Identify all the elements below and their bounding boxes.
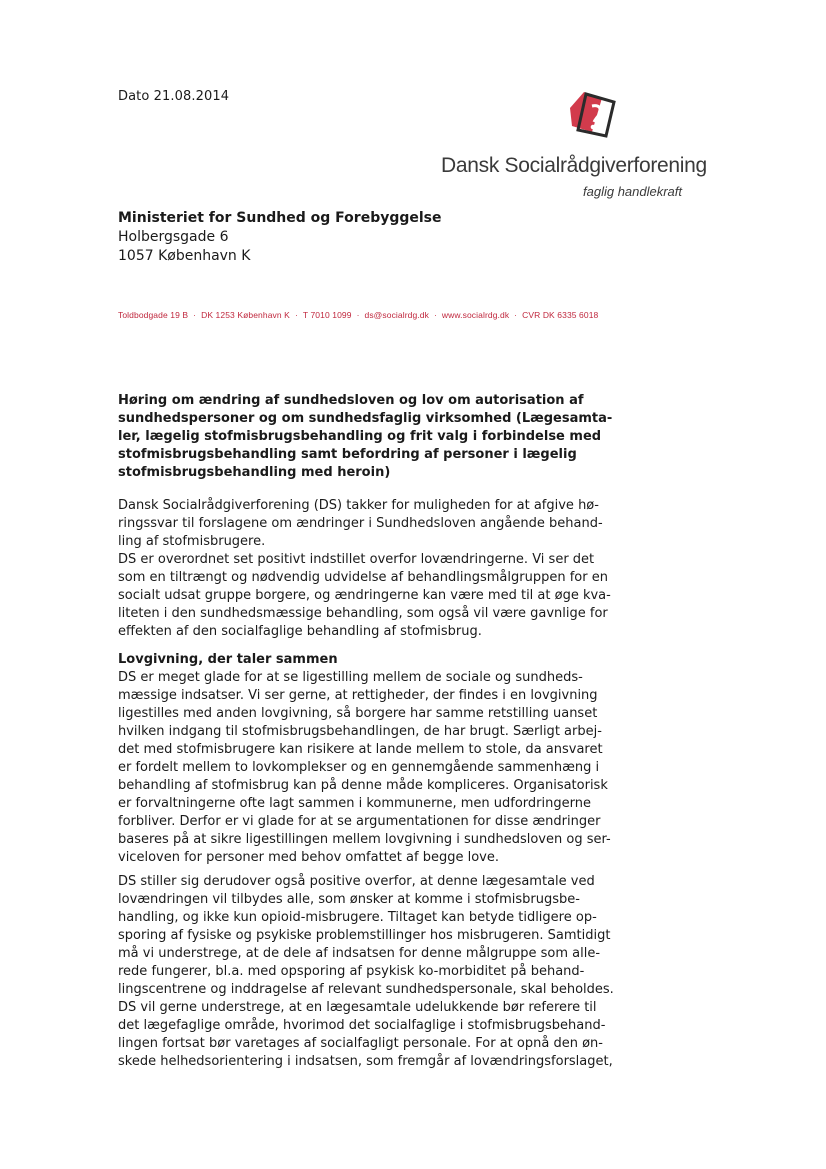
text-line: DS vil gerne understrege, at en lægesamtale udelukkende bør referere til bbox=[118, 1000, 597, 1015]
text-line: er fordelt mellem to lovkomplekser og en gennemgående sammenhæng i bbox=[118, 760, 600, 775]
text-line: det med stofmisbrugere kan risikere at lande mellem to stole, da ansvaret bbox=[118, 742, 603, 757]
text-line: socialt udsat gruppe borgere, og ændringerne kan være med til at øge kva- bbox=[118, 588, 611, 603]
recipient-address bbox=[118, 209, 442, 266]
organization-logo-icon bbox=[562, 86, 622, 142]
text-line: lingen fortsat bør varetages af socialfagligt personale. For at opnå den øn- bbox=[118, 1036, 603, 1051]
text-line: DS er overordnet set positivt indstillet overfor lovændringerne. Vi ser det bbox=[118, 552, 595, 567]
intro-paragraph bbox=[118, 497, 618, 641]
text-line: ligestilles med anden lovgivning, så borgere har samme retstilling uanset bbox=[118, 706, 598, 721]
contact-phone: T 7010 1099 bbox=[302, 310, 352, 320]
section-heading: Lovgivning, der taler sammen bbox=[118, 652, 338, 667]
text-line: handling, og ikke kun opioid-misbrugere. Tiltaget kan betyde tidligere op- bbox=[118, 910, 597, 925]
text-line: effekten af den socialfaglige behandling af stofmisbrug. bbox=[118, 624, 482, 639]
recipient-street: Holbergsgade 6 bbox=[118, 229, 229, 245]
subject-line: stofmisbrugsbehandling med heroin) bbox=[118, 465, 391, 480]
text-line: skede helhedsorientering i indsatsen, som fremgår af lovændringsforslaget, bbox=[118, 1054, 613, 1069]
text-line: DS stiller sig derudover også positive overfor, at denne lægesamtale ved bbox=[118, 874, 595, 889]
letter-subject bbox=[118, 392, 618, 482]
subject-line: stofmisbrugsbehandling samt befordring af personer i lægelig bbox=[118, 447, 577, 462]
subject-line: ler, lægelig stofmisbrugsbehandling og frit valg i forbindelse med bbox=[118, 429, 602, 444]
organization-tagline: faglig handlekraft bbox=[583, 184, 683, 199]
legislation-section bbox=[118, 651, 618, 867]
text-line: forbliver. Derfor er vi glade for at se argumentationen for disse ændringer bbox=[118, 814, 601, 829]
text-line: lingscentrene og inddragelse af relevant sundhedspersonale, skal beholdes. bbox=[118, 982, 614, 997]
final-paragraph bbox=[118, 873, 618, 1071]
text-line: lovændringen vil tilbydes alle, som ønsker at komme i stofmisbrugsbe- bbox=[118, 892, 580, 907]
text-line: DS er meget glade for at se ligestilling mellem de sociale og sundheds- bbox=[118, 670, 583, 685]
organization-name: Dansk Socialrådgiverforening bbox=[441, 154, 707, 177]
contact-email[interactable]: ds@socialrdg.dk bbox=[364, 310, 429, 320]
text-line: som en tiltrængt og nødvendig udvidelse af behandlingsmålgruppen for en bbox=[118, 570, 608, 585]
recipient-city: 1057 København K bbox=[118, 248, 251, 264]
recipient-name: Ministeriet for Sundhed og Forebyggelse bbox=[118, 210, 442, 226]
text-line: ringssvar til forslagene om ændringer i Sundhedsloven angående behand- bbox=[118, 516, 603, 531]
text-line: ling af stofmisbrugere. bbox=[118, 534, 266, 549]
text-line: sporing af fysiske og psykiske problemstillinger hos misbrugeren. Samtidigt bbox=[118, 928, 611, 943]
contact-information: Toldbodgade 19 B · DK 1253 København K · T 7010 1099 · ds@socialrdg.dk · www.socialrdg.dk · CVR DK 6335 6018 bbox=[118, 310, 599, 320]
text-line: er forvaltningerne ofte lagt sammen i kommunerne, men udfordringerne bbox=[118, 796, 591, 811]
text-line: liteten i den sundhedsmæssige behandling, som også vil være gavnlige for bbox=[118, 606, 608, 621]
text-line: behandling af stofmisbrug kan på denne måde kompliceres. Organisatorisk bbox=[118, 778, 608, 793]
text-line: mæssige indsatser. Vi ser gerne, at rettigheder, der findes i en lovgivning bbox=[118, 688, 598, 703]
text-line: det lægefaglige område, hvorimod det socialfaglige i stofmisbrugsbehand- bbox=[118, 1018, 606, 1033]
text-line: viceloven for personer med behov omfattet af begge love. bbox=[118, 850, 499, 865]
contact-cvr: CVR DK 6335 6018 bbox=[522, 310, 599, 320]
text-line: rede fungerer, bl.a. med opsporing af psykisk ko-morbiditet på behand- bbox=[118, 964, 585, 979]
contact-web[interactable]: www.socialrdg.dk bbox=[441, 310, 510, 320]
subject-line: sundhedspersoner og om sundhedsfaglig virksomhed (Lægesamta- bbox=[118, 411, 613, 426]
letter-date: Dato 21.08.2014 bbox=[118, 89, 230, 104]
text-line: Dansk Socialrådgiverforening (DS) takker for muligheden for at afgive hø- bbox=[118, 498, 599, 513]
subject-line: Høring om ændring af sundhedsloven og lov om autorisation af bbox=[118, 393, 584, 408]
text-line: må vi understrege, at de dele af indsatsen for denne målgruppe som alle- bbox=[118, 946, 601, 961]
text-line: baseres på at sikre ligestillingen mellem lovgivning i sundhedsloven og ser- bbox=[118, 832, 611, 847]
text-line: hvilken indgang til stofmisbrugsbehandlingen, de har brugt. Særligt arbej- bbox=[118, 724, 602, 739]
contact-address: Toldbodgade 19 B bbox=[118, 310, 189, 320]
contact-postal: DK 1253 København K bbox=[201, 310, 290, 320]
